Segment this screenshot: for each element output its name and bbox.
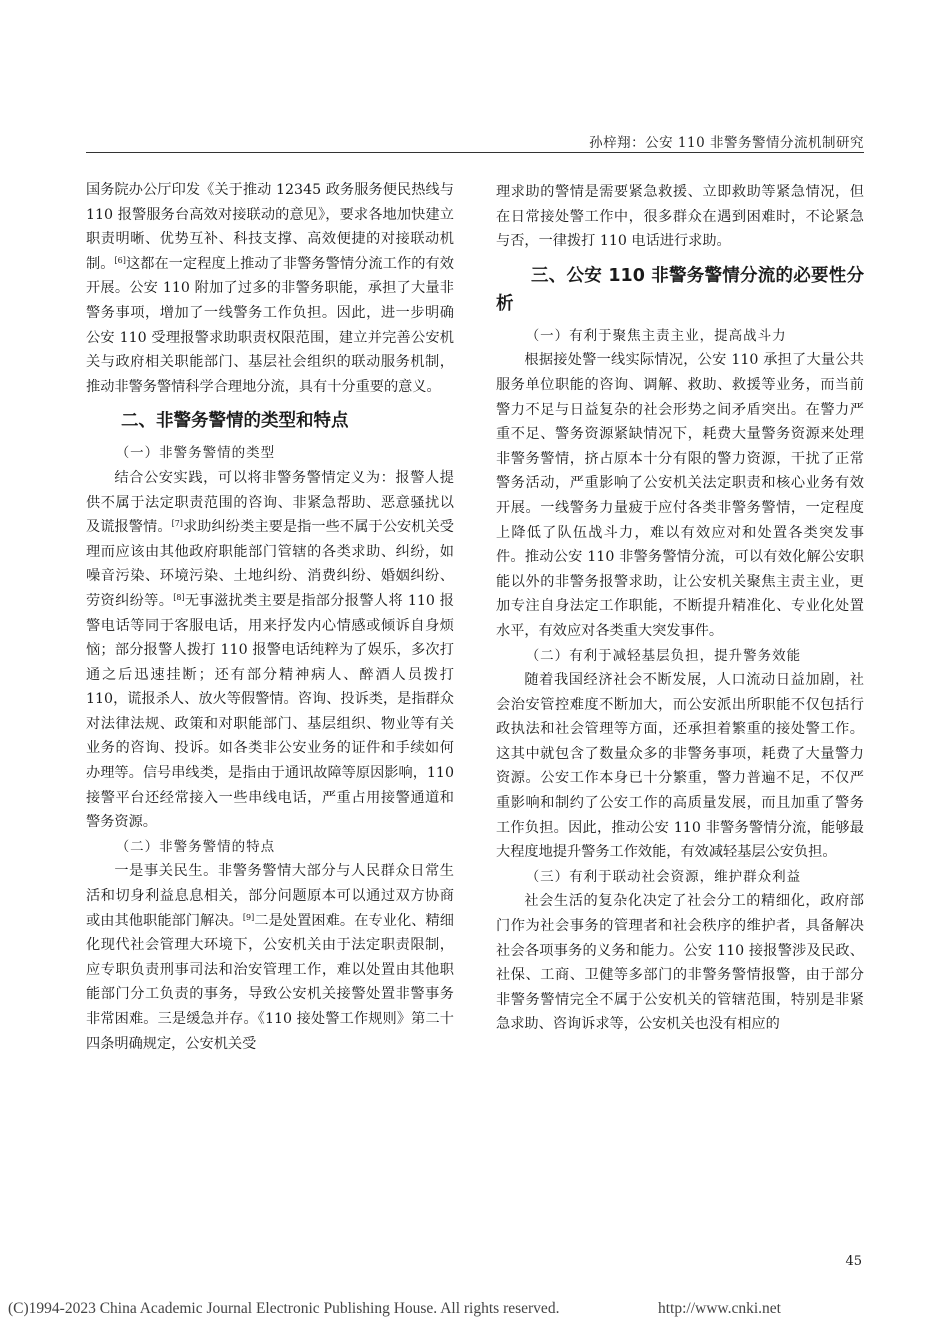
paragraph: 理求助的警情是需要紧急救援、立即救助等紧急情况，但在日常接处警工作中，很多群众在遇到困难时，不论紧急与否，一律拨打 110 电话进行求助。 [496, 184, 864, 250]
subsection-heading-2-1: （一）非警务警情的类型 [115, 445, 276, 462]
running-header: 孙梓翔：公安 110 非警务警情分流机制研究 [589, 135, 864, 151]
subsection-heading-2-2: （二）非警务警情的特点 [115, 838, 276, 855]
paragraph: 国务院办公厅印发《关于推动 12345 政务服务便民热线与 110 报警服务台高效对接联动的意见》，要求各地加快建立职责明晰、优势互补、科技支撑、高效便捷的对接联动机制。[6]这都在一定程度上推动了非警务警情分流工作的有效开展。公安 110 附加了过多的非警务职能，承担了大量非警务事项，增加了一线警务工作负担。因此，进一步明确公安 110 受理报警求助职责权限范围，建立并完善公安机关与政府相关职能部门、基层社会组织的联动服务机制，推动非警务警情科学合理地分流，具有十分重要的意义。 [86, 182, 454, 395]
citation-9[interactable]: [9] [242, 912, 255, 922]
subsection-heading-3-2: （二）有利于减轻基层负担，提升警务效能 [525, 647, 802, 664]
citation-8[interactable]: [8] [173, 592, 185, 602]
section-heading-3: 三、公安 110 非警务警情分流的必要性分析 [496, 265, 864, 314]
citation-7[interactable]: [7] [171, 519, 183, 529]
section-heading-2: 二、非警务警情的类型和特点 [121, 411, 349, 432]
paragraph: 根据接处警一线实际情况，公安 110 承担了大量公共服务单位职能的咨询、调解、救助、救援等业务，而当前警力不足与日益复杂的社会形势之间矛盾突出。在警力严重不足、警务资源紧缺情况下，耗费大量警务资源来处理非警务警情，挤占原本十分有限的警力资源，干扰了正常警务活动，严重影响了公安机关法定职责和核心业务有效开展。一线警务力量疲于应付各类非警务警情，一定程度上降低了队伍战斗力，难以有效应对和处置各类突发事件。推动公安 110 非警务警情分流，可以有效化解公安职能以外的非警务报警求助，让公安机关聚焦主责主业，更加专注自身法定工作职能，不断提升精准化、专业化处置水平，有效应对各类重大突发事件。 [496, 352, 864, 639]
left-column [86, 178, 454, 1056]
right-column [496, 180, 864, 1037]
subsection-heading-3-1: （一）有利于聚焦主责主业，提高战斗力 [525, 327, 787, 344]
header-rule [86, 152, 864, 153]
paragraph: 结合公安实践，可以将非警务警情定义为：报警人提供不属于法定职责范围的咨询、非紧急帮助、恶意骚扰以及谎报警情。[7]求助纠纷类主要是指一些不属于公安机关受理而应该由其他政府职能部门管辖的各类求助、纠纷，如噪音污染、环境污染、土地纠纷、消费纠纷、婚姻纠纷、劳资纠纷等。[8]无事滋扰类主要是指部分报警人将 110 报警电话等同于客服电话，用来抒发内心情感或倾诉自身烦恼；部分报警人拨打 110 报警电话纯粹为了娱乐，多次打通之后迅速挂断；还有部分精神病人、醉酒人员拨打 110，谎报杀人、放火等假警情。咨询、投诉类，是指群众对法律法规、政策和对职能部门、基层组织、物业等有关业务的咨询、投诉。如各类非公安业务的证件和手续如何办理等。信号串线类，是指由于通讯故障等原因影响，110 接警平台还经常接入一些串线电话，严重占用接警通道和警务资源。 [86, 469, 454, 831]
paragraph: 随着我国经济社会不断发展，人口流动日益加剧，社会治安管控难度不断加大，而公安派出所职能不仅包括行政执法和社会管理等方面，还承担着繁重的接处警工作。这其中就包含了数量众多的非警务事项，耗费了大量警力资源。公安工作本身已十分繁重，警力普遍不足，不仅严重影响和制约了公安工作的高质量发展，而且加重了警务工作负担。因此，推动公安 110 非警务警情分流，能够最大程度地提升警务工作效能，有效减轻基层公安负担。 [496, 672, 864, 861]
citation-6[interactable]: [6] [114, 255, 126, 265]
footer-url[interactable]: http://www.cnki.net [658, 1300, 781, 1317]
paragraph: 社会生活的复杂化决定了社会分工的精细化，政府部门作为社会事务的管理者和社会秩序的维护者，具备解决社会各项事务的义务和能力。公安 110 接报警涉及民政、社保、工商、卫健等多部门的非警务警情报警，由于部分非警务警情完全不属于公安机关的管辖范围，特别是非紧急求助、咨询诉求等，公安机关也没有相应的 [496, 893, 864, 1033]
paragraph: 一是事关民生。非警务警情大部分与人民群众日常生活和切身利益息息相关，部分问题原本可以通过双方协商或由其他职能部门解决。[9]二是处置困难。在专业化、精细化现代社会管理大环境下，公安机关由于法定职责限制，应专职负责刑事司法和治安管理工作，难以处置由其他职能部门分工负责的事务，导致公安机关接警处置非警事务非常困难。三是缓急并存。《110 接处警工作规则》第二十四条明确规定，公安机关受 [86, 863, 454, 1052]
copyright-notice: (C)1994-2023 China Academic Journal Electronic Publishing House. All rights reserved. [8, 1300, 560, 1317]
page-number: 45 [845, 1254, 862, 1269]
subsection-heading-3-3: （三）有利于联动社会资源，维护群众利益 [525, 868, 802, 885]
footer [8, 1300, 942, 1318]
